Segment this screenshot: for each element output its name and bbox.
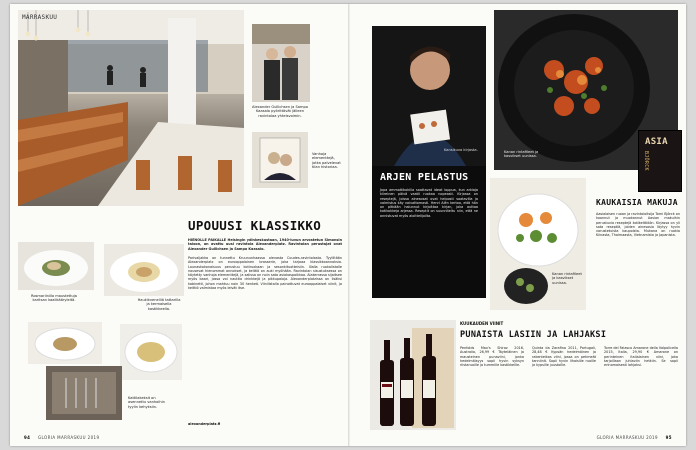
right-footer [597, 435, 672, 440]
chef-caption: Kansikuva kirjasta. [444, 148, 478, 152]
asia-body: Aasialaisen ruoan ja ravintoloitsija Tomi Björck on koonnut ja muokannut Aasian makuihin perustuvia reseptejä kotikeittiöön. Kirjassa on yli sata reseptiä, joiden ainesosia löytyy hyvin varustetuista kaupoista. Mukana on ruokia Kiinasta, Thaimaasta, Vietnamista ja Japanista. [596, 212, 680, 238]
plate1-photo [18, 242, 94, 290]
soup-photo [120, 324, 182, 380]
wine-bottles-illustration [370, 320, 456, 430]
left-headline: UPOUUSI KLASSIKKO [188, 218, 322, 233]
asia-book-author: BJÖRCK [643, 151, 649, 171]
asia-book [638, 130, 682, 192]
wall-illustration [252, 132, 308, 188]
chef-illustration [372, 26, 486, 166]
chef-box [372, 26, 486, 298]
wine-col1: Penfolds Max's Shiraz 2016, Australia, 26,99 € Täyteläinen ja mausteinen punaviini, jonka hedelmäisyys sopii hyvin syksyn riistaruoille ja tummille kastikkeille. [460, 346, 524, 368]
restaurant-photo [18, 10, 244, 206]
plate2-illustration [104, 244, 184, 296]
wine-headline: PUNAISTA LASIIN JA LAHJAKSI [460, 330, 607, 340]
salad-photo [490, 178, 586, 310]
left-footer-text: GLORIA MARRASKUU 2019 [38, 435, 100, 440]
wine-bottles-photo [370, 320, 456, 430]
plate2-caption: Haukikvenelliä tattarilla ja kermaisella kastikkeella. [137, 298, 181, 311]
left-page-number: 94 [24, 435, 31, 440]
magazine-spread [10, 4, 686, 446]
chef-body: Jopa ammattikokilla saattavat ideat loppua, kun arkiaja kiireinen päivä vaatii ruokaa nopeasti. Kirjassa on reseptejä, joissa ainesosat ovat helposti saatavilla ja valmistus käy vaivattomasti. Henri Alén kertoo, että hän on pitkään halunnut kirjoittaa kirjan, joka auttaa kotikokkeja arjessa. Reseptit on suunniteltu niin, että ne onnistuvat myös aloittelijoilta. [380, 188, 478, 218]
cutlery-illustration [46, 366, 122, 420]
restaurant-illustration [18, 10, 244, 206]
right-page-number: 95 [665, 435, 672, 440]
wall-photo [252, 132, 308, 188]
dish-photo [28, 322, 102, 364]
page-gutter [348, 4, 350, 446]
plate1-caption: Rosmariinilla maustettuja karitsan kaalikääryleitä. [31, 294, 77, 303]
left-lead: HIENOLLE PAIKALLE Helsingin ydinkeskustaan, 1940-luvun arvostetun Simonsin taloon, on avattu uusi ravintola Alexanderplatz. Ravintolan perustajat ovat Alexander Gullichsen ja Sampo Kaasalo. [188, 238, 342, 251]
wine-kicker: KUUKAUDEN VIINIT [460, 321, 504, 326]
asia-headline: KAUKAISIA MAKUJA [596, 198, 678, 207]
plate1-illustration [18, 242, 94, 290]
asia-book-title: ASIA [645, 137, 668, 147]
wine-col3: Torre del Falasco Amarone della Valpolicella 2015, Italia, 29,90 € Amarone on perinteinen italialainen viini, joka tarjoillaan juhlaviin hetkiin. Se sopii erinomaisesti lahjaksi. [604, 346, 678, 368]
cutlery-caption: Kattilakeksit on asennettu vanhoihin tyylin kehyksiin. [128, 396, 165, 409]
founders-photo [252, 24, 310, 102]
salad-illustration [490, 178, 586, 310]
plate2-photo [104, 244, 184, 296]
left-body: Parivaljakko on tunnettu Kruununhaassa olevasta Coudes-ravintolasta. Tyyliltään Alexanderplatz on eurooppalainen brasserie, joka tarjoaa klassikkoannoksia. Lounaskokonaisuus perustuu kotiruokaan ja sesonkituotteisiin. Illalla ruokalistalle nousevat hienommat annokset, ja keittiö on auki myöhään. Ravintolan sisustuksessa on käytetty vanhoja elementtejä, ja salissa on noin sata asiakaspaikkaa. Alakerrassa sijaitsee myös baari, jossa voi nauttia drinkkejä ja pikkupaloja. Alexanderplatzissa on lisäksi kabinetti, johon mahtuu noin 30 henkeä. Viinilistalla painottuvat eurooppalaiset viinit, ja keittiö valmistaa myös leivät itse. [188, 256, 342, 291]
magazine-label: MARRASKUU [22, 14, 58, 21]
dish-top-caption: Kanan rintafileet ja kasvikset uunissa. [504, 150, 539, 159]
soup-illustration [120, 324, 182, 380]
wine-col2: Quinta da Zarafina 2011, Portugali, 28,48 € Kypsän hedelmäinen ja rakenteikas viini, jossa on pehmeät tanniinit. Sopii hyvin lihaisille ruoille ja kypsille juustoille. [532, 346, 596, 368]
dish-illustration [28, 322, 102, 364]
chef-headline: ARJEN PELASTUS [380, 172, 469, 183]
left-footer [24, 435, 99, 440]
right-footer-text: GLORIA MARRASKUU 2019 [596, 435, 658, 440]
left-credit: alexanderplatz.fi [188, 422, 221, 426]
founders-illustration [252, 24, 310, 102]
cutlery-photo [46, 366, 122, 420]
wall-caption: Vanhoja elementtejä, jotka palvelevat tilan historiaa. [312, 152, 341, 170]
salad-caption: Kanan rintafileet ja kasvikset uunissa. [552, 272, 582, 285]
founders-caption: Alexander Gullichsen ja Sampo Kaasalo pyörittävät jälleen ravintolaa yhteisvoimin. [252, 105, 308, 118]
